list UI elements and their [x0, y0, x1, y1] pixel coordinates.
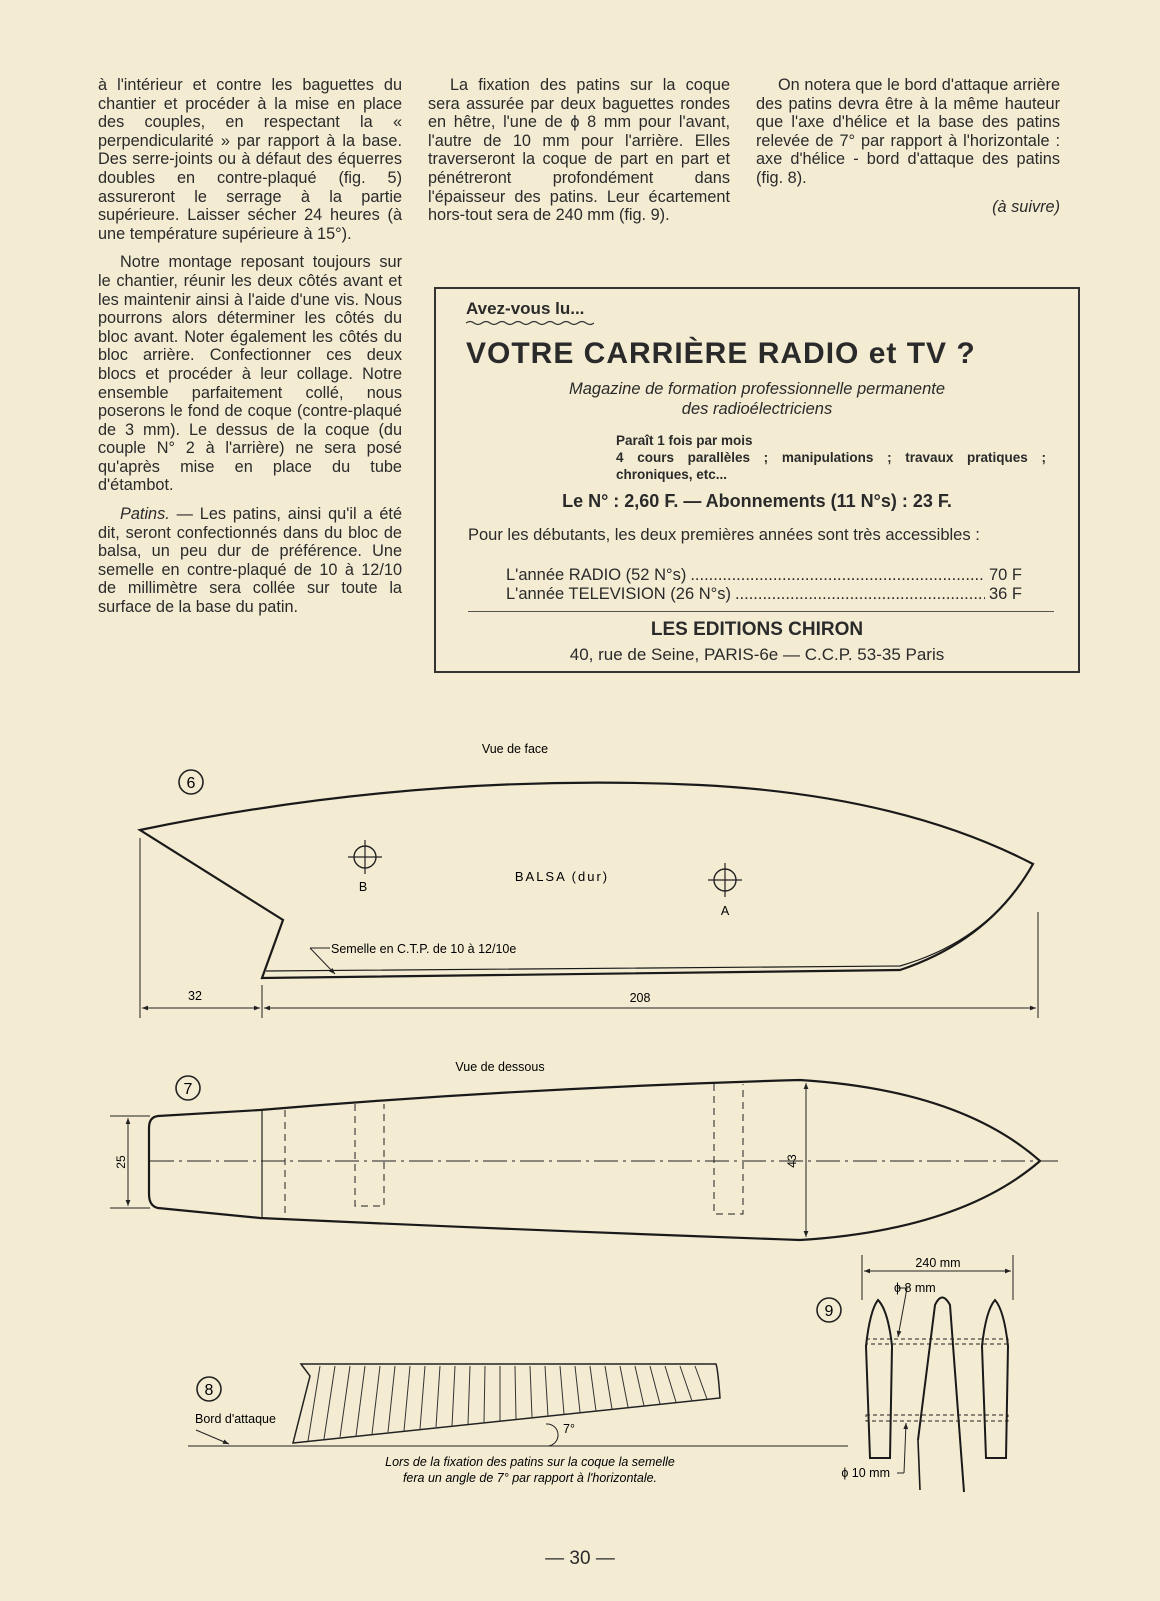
patins-heading: Patins.	[120, 505, 170, 524]
ad-row-television-label: L'année TELEVISION (26 N°s)	[506, 585, 731, 603]
col2-paragraph-1: La fixation des patins sur la coque sera assurée par deux baguettes rondes en hêtre, l'une de ϕ 8 mm pour l'avant, l'autre de 10 mm pour l'arrière. Elles traverseront la coque de part en part et pénétreront profondément dans l'épaisseur des patins. Leur écartement hors-tout sera de 240 mm (fig. 9).	[428, 76, 730, 225]
patins-text: — Les patins, ainsi qu'il a été dit, seront confectionnés dans du bloc de balsa, un peu dur de préférence. Une semelle en contre-plaqué de 10 à 12/10 de millimètre sera collée sur toute la surface de la base du patin.	[98, 505, 402, 617]
ad-frequency-line-1: Paraît 1 fois par mois	[616, 433, 753, 448]
page-number: — 30 —	[545, 1548, 615, 1569]
ad-address: 40, rue de Seine, PARIS-6e — C.C.P. 53-35 Paris	[569, 645, 945, 664]
rod-8mm-arrow	[898, 1288, 907, 1337]
figure-7-bottom-view	[110, 1060, 1058, 1240]
figure-9-assembly-view	[817, 1255, 1013, 1492]
rod-10mm-label: ϕ 10 mm	[841, 1466, 890, 1480]
rods-dashed	[866, 1339, 1008, 1421]
crosshair-a-icon	[708, 863, 742, 897]
dimension-25-label: 25	[114, 1155, 128, 1169]
patin-outline-bottom	[149, 1080, 1040, 1240]
ad-row-television-price: 36 F	[988, 585, 1022, 603]
ad-subtitle-line-1: Magazine de formation professionnelle permanente	[568, 380, 946, 398]
left-patin	[866, 1300, 892, 1458]
bord-attaque-label: Bord d'attaque	[195, 1412, 276, 1426]
ad-title: VOTRE CARRIÈRE RADIO et TV ?	[466, 337, 976, 370]
material-label: BALSA (dur)	[514, 869, 610, 884]
ad-subtitle-line-2: des radioélectriciens	[681, 400, 833, 418]
ad-row-radio-label: L'année RADIO (52 N°s)	[506, 566, 687, 584]
figure-9-number: 9	[824, 1303, 834, 1320]
figure-8-number: 8	[204, 1382, 214, 1399]
point-a-label: A	[720, 904, 730, 918]
col1-paragraph-1: à l'intérieur et contre les baguettes du chantier et procéder à la mise en place des couples, en respectant la « perpendicularité » par rapport à la base. Des serre-joints ou à défaut des équerres doubles en contre-plaqué (fig. 5) assureront le serrage à la partie supérieure. Laisser sécher 24 heures (à une température supérieure à 15°).	[98, 76, 402, 243]
rod-10mm-arrow	[904, 1423, 906, 1473]
figure-6-caption: Vue de face	[481, 742, 549, 756]
point-b-label: B	[358, 880, 368, 894]
ad-debutants: Pour les débutants, les deux premières années sont très accessibles :	[468, 526, 980, 544]
figure-8-caption-line-1: Lors de la fixation des patins sur la coque la semelle	[385, 1455, 675, 1469]
dimension-240mm-label: 240 mm	[915, 1256, 961, 1270]
crosshair-b-icon	[348, 840, 382, 874]
col3-paragraph-1: On notera que le bord d'attaque arrière des patins devra être à la même hauteur que l'axe d'hélice et la base des patins relevée de 7° par rapport à l'horizontale : axe d'hélice - bord d'attaque des patins (fig. 8).	[756, 76, 1060, 187]
figure-8-caption-line-2: fera un angle de 7° par rapport à l'horizontale.	[402, 1471, 658, 1485]
right-patin	[982, 1300, 1008, 1458]
ad-row-radio-price: 70 F	[988, 566, 1022, 584]
semelle-label: Semelle en C.T.P. de 10 à 12/10e	[331, 942, 517, 956]
figure-6-front-view	[140, 742, 1038, 1018]
rod-b-hidden	[355, 1104, 384, 1206]
dimension-32-label: 32	[188, 989, 202, 1003]
dimension-43-label: 43	[785, 1154, 799, 1168]
a-suivre: (à suivre)	[992, 197, 1060, 216]
ad-kicker: Avez-vous lu...	[466, 299, 585, 318]
figure-8-angle-detail	[188, 1364, 848, 1485]
ad-publisher: LES EDITIONS CHIRON	[650, 619, 864, 640]
figure-7-caption: Vue de dessous	[455, 1060, 545, 1074]
dimension-208-label: 208	[629, 991, 651, 1005]
rod-8mm-label: ϕ 8 mm	[894, 1281, 936, 1295]
ad-price: Le N° : 2,60 F. — Abonnements (11 N°s) : 23 F.	[562, 491, 952, 511]
ad-frequency-line-2: 4 cours parallèles ; manipulations ; travaux pratiques ; chroniques, etc...	[616, 450, 1046, 482]
rod-a-hidden	[714, 1084, 743, 1214]
figure-7-number: 7	[183, 1081, 193, 1098]
section-hatching	[308, 1366, 707, 1441]
hull-section	[918, 1298, 964, 1493]
figure-6-number: 6	[186, 775, 196, 792]
angle-7-label: 7°	[563, 1422, 575, 1436]
bord-attaque-arrow	[196, 1430, 229, 1444]
col1-paragraph-2: Notre montage reposant toujours sur le chantier, réunir les deux côtés avant et les maintenir ainsi à l'aide d'une vis. Nous pourrons alors déterminer les côtés du bloc avant. Noter également les côtés du bloc arrière. Confectionner ces deux blocs et procéder à leur collage. Notre ensemble parfaitement collé, nous poserons le fond de coque (contre-plaqué de 3 mm). Le dessus de la coque (du couple N° 2 à l'arrière) ne sera posé qu'après mise en place du tube d'étambot.	[98, 253, 402, 495]
